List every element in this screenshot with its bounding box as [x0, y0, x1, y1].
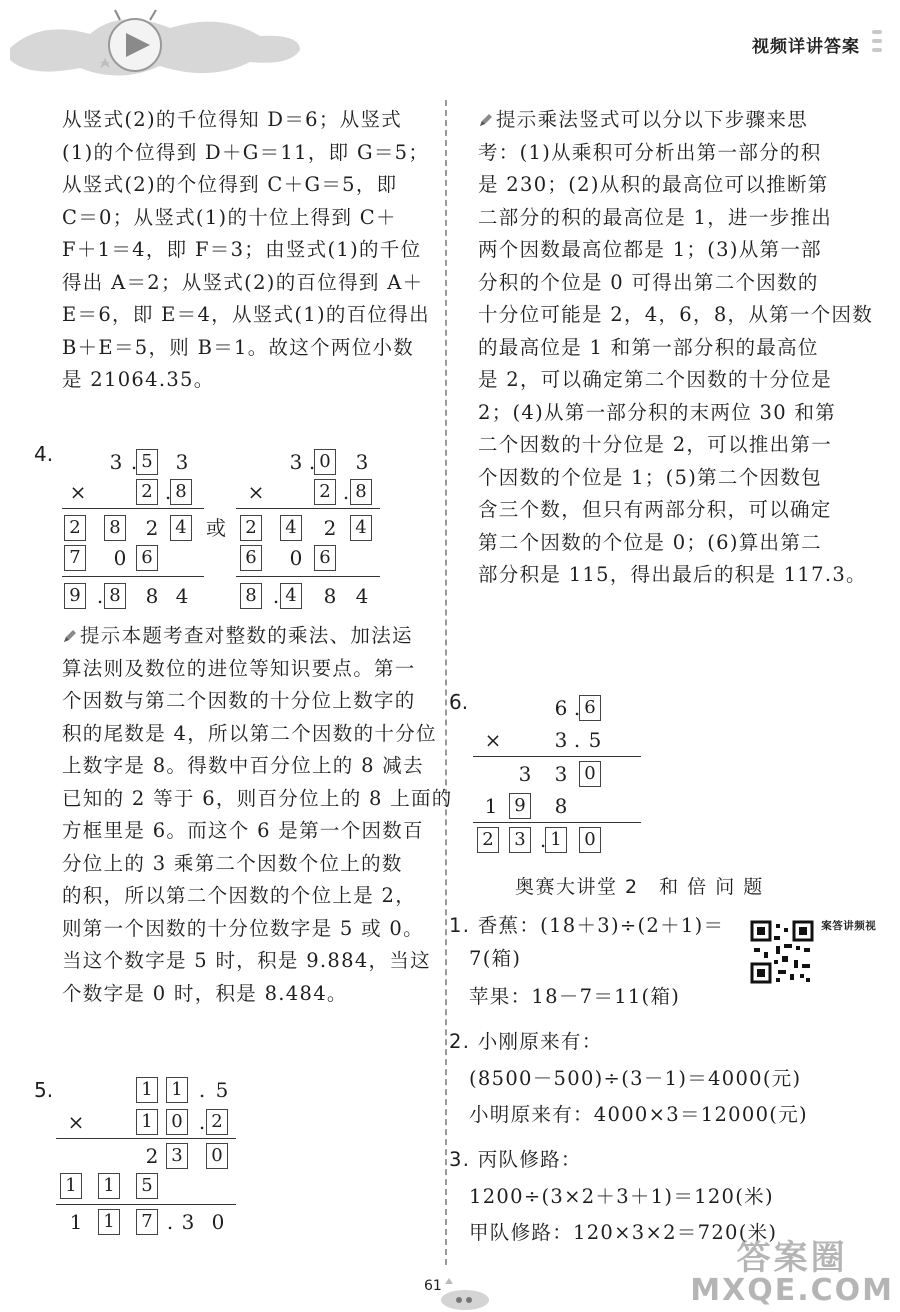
q3-solution-text — [62, 104, 430, 397]
boxed-digit: 1 — [545, 827, 567, 853]
text-line: 得出 A＝2；从竖式(2)的百位得到 A＋ — [62, 270, 424, 294]
boxed-digit: 9 — [509, 793, 531, 819]
digit: 2 — [323, 516, 337, 540]
digit: 2 — [145, 516, 159, 540]
answer-line — [449, 910, 724, 943]
digit: 8 — [554, 794, 568, 818]
boxed-digit: 4 — [350, 515, 372, 541]
header-cloud-decoration — [0, 0, 320, 90]
qr-code-icon[interactable] — [750, 920, 814, 984]
digit-box — [136, 1074, 168, 1106]
calc-rule — [56, 1138, 236, 1139]
boxed-digit: 8 — [104, 583, 126, 609]
answer-number: 3. — [449, 1148, 471, 1171]
text-line: 2；(4)从第一部分积的末两位 30 和第 — [478, 400, 837, 424]
digit-box — [136, 1106, 168, 1138]
calc-rule — [62, 508, 204, 509]
answer-text: 丙队修路： — [477, 1148, 582, 1171]
text-line: F＋1＝4，即 F＝3；由竖式(1)的千位 — [62, 238, 422, 261]
text-line: 算法则及数位的进位等知识要点。第一 — [62, 656, 416, 680]
digit-box — [206, 1106, 238, 1138]
digit: 5 — [588, 728, 602, 752]
boxed-digit: 9 — [64, 583, 86, 609]
footer-decoration — [405, 1270, 495, 1312]
or-word: 或 — [206, 516, 226, 540]
calc-row-1 — [445, 692, 900, 724]
watermark-text-top: 答案圈 — [736, 1238, 848, 1278]
multiply-sign: × — [484, 728, 502, 752]
boxed-digit: 6 — [136, 545, 158, 571]
digit-box — [240, 512, 272, 544]
decimal-point: . — [573, 696, 581, 720]
digit: 4 — [355, 584, 369, 608]
answer-line: 7(箱) — [469, 946, 522, 970]
text-line: 本题考查对整数的乘法、加法运 — [121, 624, 413, 647]
text-line: 当这个数字是 5 时，积是 9.884，当这 — [62, 949, 431, 972]
text-line: 第二个因数的个位是 0；(6)算出第二 — [478, 530, 822, 554]
digit-box — [579, 824, 611, 856]
calc-rule — [473, 822, 641, 823]
calc-row-4 — [0, 1170, 440, 1202]
calc-row-3 — [445, 758, 900, 790]
digit: 0 — [211, 1210, 225, 1234]
multiply-sign: × — [67, 1110, 85, 1134]
calc-rule — [56, 1204, 236, 1205]
digit: 0 — [289, 546, 303, 570]
boxed-digit: 2 — [206, 1109, 228, 1135]
boxed-digit: 8 — [240, 583, 262, 609]
decimal-point: . — [198, 1110, 206, 1134]
watermark-text-bottom: MXQE.COM — [690, 1273, 894, 1308]
boxed-digit: 1 — [166, 1077, 188, 1103]
digit: 6 — [554, 696, 568, 720]
text-line: 个因数的个位是 1；(5)第二个因数包 — [478, 465, 822, 489]
digit-box — [98, 1206, 130, 1238]
boxed-digit: 1 — [60, 1173, 82, 1199]
calc-row-2 — [0, 1106, 440, 1138]
digit-box — [314, 446, 346, 478]
boxed-digit: 2 — [314, 479, 336, 505]
answer-line — [449, 1026, 808, 1059]
digit: 3 — [175, 450, 189, 474]
watermark-logo — [690, 1230, 894, 1308]
decimal-point: . — [272, 584, 280, 608]
boxed-digit: 1 — [136, 1109, 158, 1135]
text-line: 分积的个位是 0 可得出第二个因数的 — [478, 270, 819, 294]
boxed-digit: 0 — [579, 761, 601, 787]
hint-label: 提示 — [496, 108, 538, 131]
text-line: 二部分的积的最高位是 1，进一步推出 — [478, 205, 833, 229]
digit: 3 — [181, 1210, 195, 1234]
decimal-point: . — [198, 1078, 206, 1102]
digit-box — [579, 692, 611, 724]
section-title: 奥赛大讲堂 2 和 倍 问 题 — [515, 876, 764, 898]
answer-1 — [449, 910, 724, 1014]
calc-rule — [473, 756, 641, 757]
text-line: 的最高位是 1 和第一部分积的最高位 — [478, 335, 819, 359]
text-line: 是 2，可以确定第二个因数的十分位是 — [478, 368, 833, 391]
digit: 4 — [175, 584, 189, 608]
decimal-point: . — [130, 450, 138, 474]
text-line: 个因数与第二个因数的十分位上数字的 — [62, 689, 416, 712]
page-number: 61 — [424, 1278, 442, 1294]
digit-box — [280, 512, 312, 544]
digit: 3 — [554, 728, 568, 752]
answer-line: 1200÷(3×2＋3＋1)＝120(米) — [469, 1184, 774, 1208]
boxed-digit: 8 — [170, 479, 192, 505]
boxed-digit: 1 — [98, 1173, 120, 1199]
text-line: 是 21064.35。 — [62, 368, 215, 391]
boxed-digit: 1 — [98, 1209, 120, 1235]
text-line: 则第一个因数的十分位数字是 5 或 0。 — [62, 916, 424, 940]
calc-row-2 — [0, 476, 440, 508]
text-line: 从竖式(2)的个位得到 C＋G＝5，即 — [62, 173, 398, 196]
digit: 8 — [323, 584, 337, 608]
boxed-digit: 0 — [314, 449, 336, 475]
text-line: C＝0；从竖式(1)的十位上得到 C＋ — [62, 205, 397, 229]
calc-rule — [236, 508, 380, 509]
boxed-digit: 4 — [170, 515, 192, 541]
digit-box — [350, 512, 382, 544]
digit: 1 — [69, 1210, 83, 1234]
text-line: 部分积是 115，得出最后的积是 117.3。 — [478, 563, 867, 586]
text-line: 两个因数最高位都是 1；(3)从第一部 — [478, 238, 822, 261]
decimal-point: . — [342, 480, 350, 504]
boxed-digit: 2 — [64, 515, 86, 541]
multiply-sign: × — [69, 480, 87, 504]
answer-text: 香蕉：(18＋3)÷(2＋1)＝ — [477, 914, 725, 937]
hint-pencil-icon — [62, 628, 78, 644]
digit-box — [166, 1140, 198, 1172]
answer-line: 甲队修路：120×3×2＝720(米) — [469, 1221, 778, 1244]
boxed-digit: 1 — [136, 1077, 158, 1103]
text-line: 方框里是 6。而这个 6 是第一个因数百 — [62, 819, 424, 842]
hint-pencil-icon — [478, 112, 494, 128]
boxed-digit: 4 — [280, 515, 302, 541]
digit-box — [350, 476, 382, 508]
answer-text: 小刚原来有： — [477, 1030, 603, 1053]
text-line: 十分位可能是 2，4，6，8，从第一个因数 — [478, 303, 874, 326]
qr-label: 视频讲答案 — [820, 920, 876, 931]
text-line: 的积，所以第二个因数的个位上是 2， — [62, 884, 417, 907]
boxed-digit: 7 — [136, 1209, 158, 1235]
digit: 5 — [215, 1078, 229, 1102]
digit: 1 — [484, 794, 498, 818]
q4-hint — [62, 620, 453, 1010]
digit-box — [240, 542, 272, 574]
digit-box — [545, 824, 577, 856]
calc-row-1 — [0, 1074, 440, 1106]
answer-2 — [449, 1026, 808, 1132]
decimal-point: . — [308, 450, 316, 474]
boxed-digit: 8 — [104, 515, 126, 541]
boxed-digit: 0 — [206, 1143, 228, 1169]
boxed-digit: 3 — [509, 827, 531, 853]
text-line: 从竖式(2)的千位得知 D＝6；从竖式 — [62, 108, 403, 131]
digit: 8 — [145, 584, 159, 608]
digit: 3 — [289, 450, 303, 474]
digit: 3 — [109, 450, 123, 474]
decimal-point: . — [164, 480, 172, 504]
text-line: 分位上的 3 乘第二个因数个位上的数 — [62, 851, 403, 875]
text-line: 乘法竖式可以分以下步骤来思 — [537, 108, 809, 131]
boxed-digit: 2 — [477, 827, 499, 853]
digit-box — [509, 790, 541, 822]
calc-row-5 — [445, 824, 900, 856]
text-line: 考：(1)从乘积可分析出第一部分的积 — [478, 140, 822, 164]
question-number: 5. — [34, 1078, 54, 1102]
digit: 3 — [518, 762, 532, 786]
text-line: 已知的 2 等于 6，则百分位上的 8 上面的 — [62, 786, 453, 810]
digit-box — [477, 824, 509, 856]
digit-box — [314, 542, 346, 574]
text-line: 含三个数，但只有两部分积，可以确定 — [478, 498, 832, 521]
text-line: 是 230；(2)从积的最高位可以推断第 — [478, 173, 829, 196]
digit-box — [136, 1170, 168, 1202]
boxed-digit: 8 — [350, 479, 372, 505]
header-title: 视频详讲答案 — [752, 37, 860, 57]
calc-row-2 — [445, 724, 900, 756]
answer-line — [449, 1144, 777, 1177]
digit: 3 — [355, 450, 369, 474]
answer-number: 1. — [449, 914, 471, 937]
header-stripes-decoration — [872, 30, 882, 56]
q5-hint — [478, 104, 873, 592]
digit: 2 — [145, 1144, 159, 1168]
digit: 0 — [113, 546, 127, 570]
calc-row-5 — [0, 1206, 440, 1238]
hint-first-line — [62, 620, 453, 653]
boxed-digit: 5 — [136, 1173, 158, 1199]
boxed-digit: 3 — [166, 1143, 188, 1169]
text-line: 上数字是 8。得数中百分位上的 8 减去 — [62, 754, 424, 777]
text-line: (1)的个位得到 D＋G＝11，即 G＝5； — [62, 140, 430, 164]
calc-row-1 — [0, 446, 440, 478]
answer-line: 小明原来有：4000×3＝12000(元) — [469, 1103, 808, 1126]
text-line: B＋E＝5，则 B＝1。故这个两位小数 — [62, 335, 415, 359]
answer-line: 苹果：18－7＝11(箱) — [469, 985, 681, 1008]
boxed-digit: 0 — [579, 827, 601, 853]
question-number: 4. — [34, 442, 54, 466]
answer-number: 2. — [449, 1030, 471, 1053]
calc-row-4 — [0, 542, 440, 574]
boxed-digit: 2 — [136, 479, 158, 505]
calc-rule — [62, 576, 204, 577]
text-line: 积的尾数是 4，所以第二个因数的十分位 — [62, 721, 437, 745]
boxed-digit: 2 — [240, 515, 262, 541]
text-line: 二个因数的十分位是 2，可以推出第一 — [478, 433, 833, 456]
boxed-digit: 7 — [64, 545, 86, 571]
boxed-digit: 6 — [240, 545, 262, 571]
decimal-point: . — [539, 828, 547, 852]
digit-box — [579, 758, 611, 790]
boxed-digit: 0 — [166, 1109, 188, 1135]
boxed-digit: 4 — [280, 583, 302, 609]
decimal-point: . — [573, 728, 581, 752]
hint-label: 提示 — [80, 624, 122, 647]
calc-row-3 — [0, 1140, 440, 1172]
digit-box — [206, 1140, 238, 1172]
text-line: E＝6，即 E＝4，从竖式(1)的百位得出 — [62, 303, 430, 326]
digit-box — [98, 1170, 130, 1202]
boxed-digit: 6 — [579, 695, 601, 721]
calc-row-4 — [445, 790, 900, 822]
calc-row-5 — [0, 580, 440, 612]
calc-rule — [236, 576, 380, 577]
boxed-digit: 5 — [136, 449, 158, 475]
decimal-point: . — [166, 1210, 174, 1234]
hint-first-line — [478, 104, 873, 137]
digit: 3 — [554, 762, 568, 786]
text-line: 个数字是 0 时，积是 8.484。 — [62, 981, 348, 1005]
calc-row-3 — [0, 512, 440, 544]
decimal-point: . — [96, 584, 104, 608]
digit-box — [60, 1170, 92, 1202]
digit-box — [280, 580, 312, 612]
answer-line: (8500－500)÷(3－1)＝4000(元) — [469, 1066, 802, 1090]
question-number: 6. — [449, 690, 469, 714]
boxed-digit: 6 — [314, 545, 336, 571]
multiply-sign: × — [247, 480, 265, 504]
